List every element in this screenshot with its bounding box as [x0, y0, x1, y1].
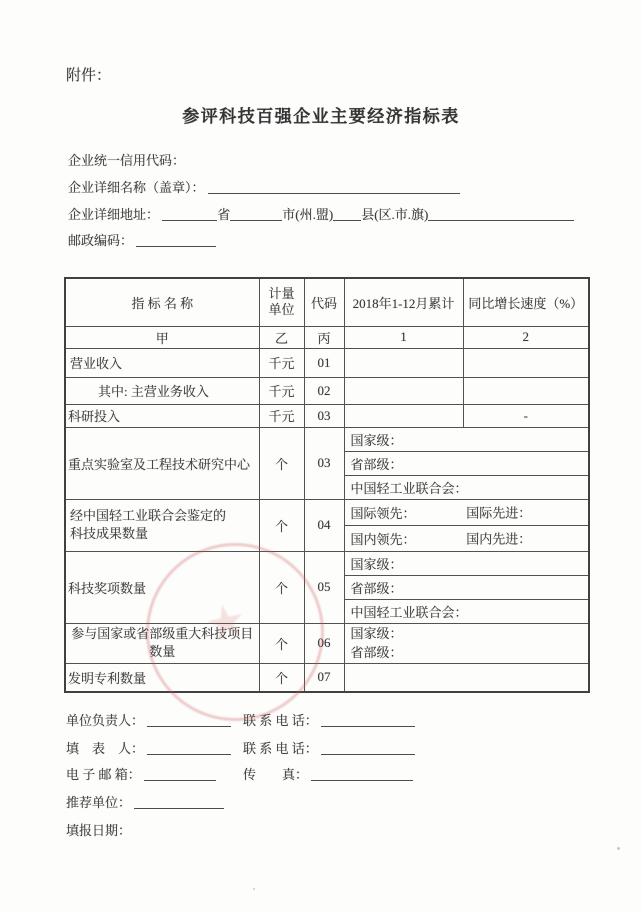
row-revenue	[65, 348, 589, 377]
key-1: 1	[344, 326, 463, 348]
red-seal-star-icon: ★	[200, 593, 252, 652]
scan-speck	[253, 888, 255, 890]
labs-clii-cell: 中国轻工业联合会：	[344, 475, 589, 499]
province-suffix: 省	[217, 207, 231, 222]
company-name-label: 企业详细名称（盖章）：	[68, 180, 205, 195]
indicators-table	[64, 277, 590, 693]
projects-name-line1: 参与国家或省部级重大科技项目	[71, 626, 254, 641]
table-key-row	[65, 326, 589, 348]
header-growth: 同比增长速度（%）	[463, 278, 589, 326]
form-title: 参评科技百强企业主要经济指标表	[182, 107, 460, 126]
key-a: 甲	[65, 326, 259, 348]
main-revenue-code: 02	[304, 377, 344, 404]
results-unit: 个	[259, 499, 304, 551]
footer-line-email	[66, 764, 586, 784]
results-domestic-cell	[344, 525, 589, 551]
results-intl-cell	[344, 499, 589, 525]
results-name-line1: 经中国轻工业联合会鉴定的	[70, 508, 227, 523]
phone2-blank	[321, 742, 415, 755]
domestic-advanced-label: 国内先进：	[466, 531, 532, 547]
field-company-name	[68, 177, 460, 196]
main-revenue-growth-cell	[463, 377, 589, 404]
credit-code-label: 企业统一信用代码：	[68, 153, 186, 168]
address-rest-blank	[428, 208, 574, 221]
attachment-label: 附件：	[66, 68, 112, 84]
patents-value-cell	[344, 663, 589, 692]
county-suffix: 县(区.市.旗)	[361, 207, 429, 222]
projects-name-line2: 数量	[149, 644, 176, 659]
province-blank	[162, 208, 217, 221]
revenue-growth-cell	[463, 348, 589, 377]
recommender-blank	[134, 796, 224, 809]
row-rnd	[65, 404, 589, 427]
county-blank	[333, 208, 361, 221]
labs-provincial-cell: 省部级：	[344, 451, 589, 475]
row-awards	[65, 551, 589, 575]
awards-provincial-cell: 省部级：	[344, 575, 589, 599]
results-code: 04	[304, 499, 344, 551]
rnd-unit: 千元	[259, 404, 304, 427]
projects-unit: 个	[259, 623, 304, 663]
head-label: 单位负责人：	[66, 713, 145, 728]
footer-line-filler	[66, 738, 586, 758]
footer-line-recommender	[66, 792, 586, 812]
row-results	[65, 499, 589, 525]
projects-levels-cell	[344, 623, 589, 663]
revenue-value-cell	[344, 348, 463, 377]
filler-label: 填 表 人：	[66, 741, 145, 756]
projects-code: 06	[304, 623, 344, 663]
row-labs	[65, 427, 589, 451]
rnd-growth-cell: -	[463, 404, 589, 427]
field-postal-code	[68, 230, 216, 249]
results-name	[65, 499, 259, 551]
labs-name: 重点实验室及工程技术研究中心	[65, 427, 259, 499]
field-credit-code	[68, 150, 185, 169]
head-blank	[147, 714, 231, 727]
rnd-code: 03	[304, 404, 344, 427]
awards-clii-cell: 中国轻工业联合会：	[344, 599, 589, 623]
address-label: 企业详细地址：	[68, 207, 160, 222]
intl-leading-label: 国际领先：	[350, 505, 416, 521]
labs-unit: 个	[259, 427, 304, 499]
company-name-blank	[208, 181, 460, 194]
fax-blank	[311, 768, 413, 781]
header-unit	[259, 278, 304, 326]
header-unit-line1: 计量	[268, 286, 295, 302]
main-revenue-name: 其中: 主营业务收入	[65, 377, 259, 404]
phone1-label: 联 系 电 话：	[243, 713, 318, 728]
phone2-label: 联 系 电 话：	[243, 741, 318, 756]
results-name-line2: 科技成果数量	[70, 526, 149, 541]
email-label: 电 子 邮 箱：	[66, 767, 141, 782]
header-cumulative: 2018年1-12月累计	[344, 278, 463, 326]
rnd-value-cell	[344, 404, 463, 427]
projects-provincial-label: 省部级：	[350, 645, 403, 660]
postal-label: 邮政编码：	[68, 233, 134, 248]
row-projects	[65, 623, 589, 663]
header-code: 代码	[304, 278, 344, 326]
row-main-revenue	[65, 377, 589, 404]
city-suffix: 市(州.盟)	[282, 207, 334, 222]
awards-national-cell: 国家级：	[344, 551, 589, 575]
awards-unit: 个	[259, 551, 304, 623]
awards-code: 05	[304, 551, 344, 623]
header-unit-line2: 单位	[268, 302, 295, 318]
labs-national-cell: 国家级：	[344, 427, 589, 451]
rnd-name: 科研投入	[65, 404, 259, 427]
main-revenue-unit: 千元	[259, 377, 304, 404]
intl-advanced-label: 国际先进：	[466, 505, 532, 521]
key-c: 丙	[304, 326, 344, 348]
postal-blank	[136, 234, 216, 247]
table-header-row	[65, 278, 589, 326]
patents-name: 发明专利数量	[65, 663, 259, 692]
awards-name: 科技奖项数量	[65, 551, 259, 623]
scan-speck	[617, 847, 620, 850]
fax-label: 传 真：	[243, 767, 309, 782]
field-address	[68, 204, 574, 223]
patents-unit: 个	[259, 663, 304, 692]
city-blank	[230, 208, 282, 221]
patents-code: 07	[304, 663, 344, 692]
header-indicator: 指 标 名 称	[65, 278, 259, 326]
phone1-blank	[321, 714, 415, 727]
key-2: 2	[463, 326, 589, 348]
projects-name	[65, 623, 259, 663]
projects-national-label: 国家级：	[350, 626, 403, 641]
footer-line-date	[66, 820, 586, 840]
revenue-code: 01	[304, 348, 344, 377]
filler-blank	[147, 742, 231, 755]
row-patents	[65, 663, 589, 692]
date-label: 填报日期：	[66, 823, 132, 838]
footer-line-head	[66, 710, 586, 730]
main-revenue-value-cell	[344, 377, 463, 404]
labs-code: 03	[304, 427, 344, 499]
revenue-unit: 千元	[259, 348, 304, 377]
key-b: 乙	[259, 326, 304, 348]
domestic-leading-label: 国内领先：	[350, 531, 416, 547]
email-blank	[144, 768, 216, 781]
revenue-name: 营业收入	[65, 348, 259, 377]
recommender-label: 推荐单位：	[66, 795, 132, 810]
